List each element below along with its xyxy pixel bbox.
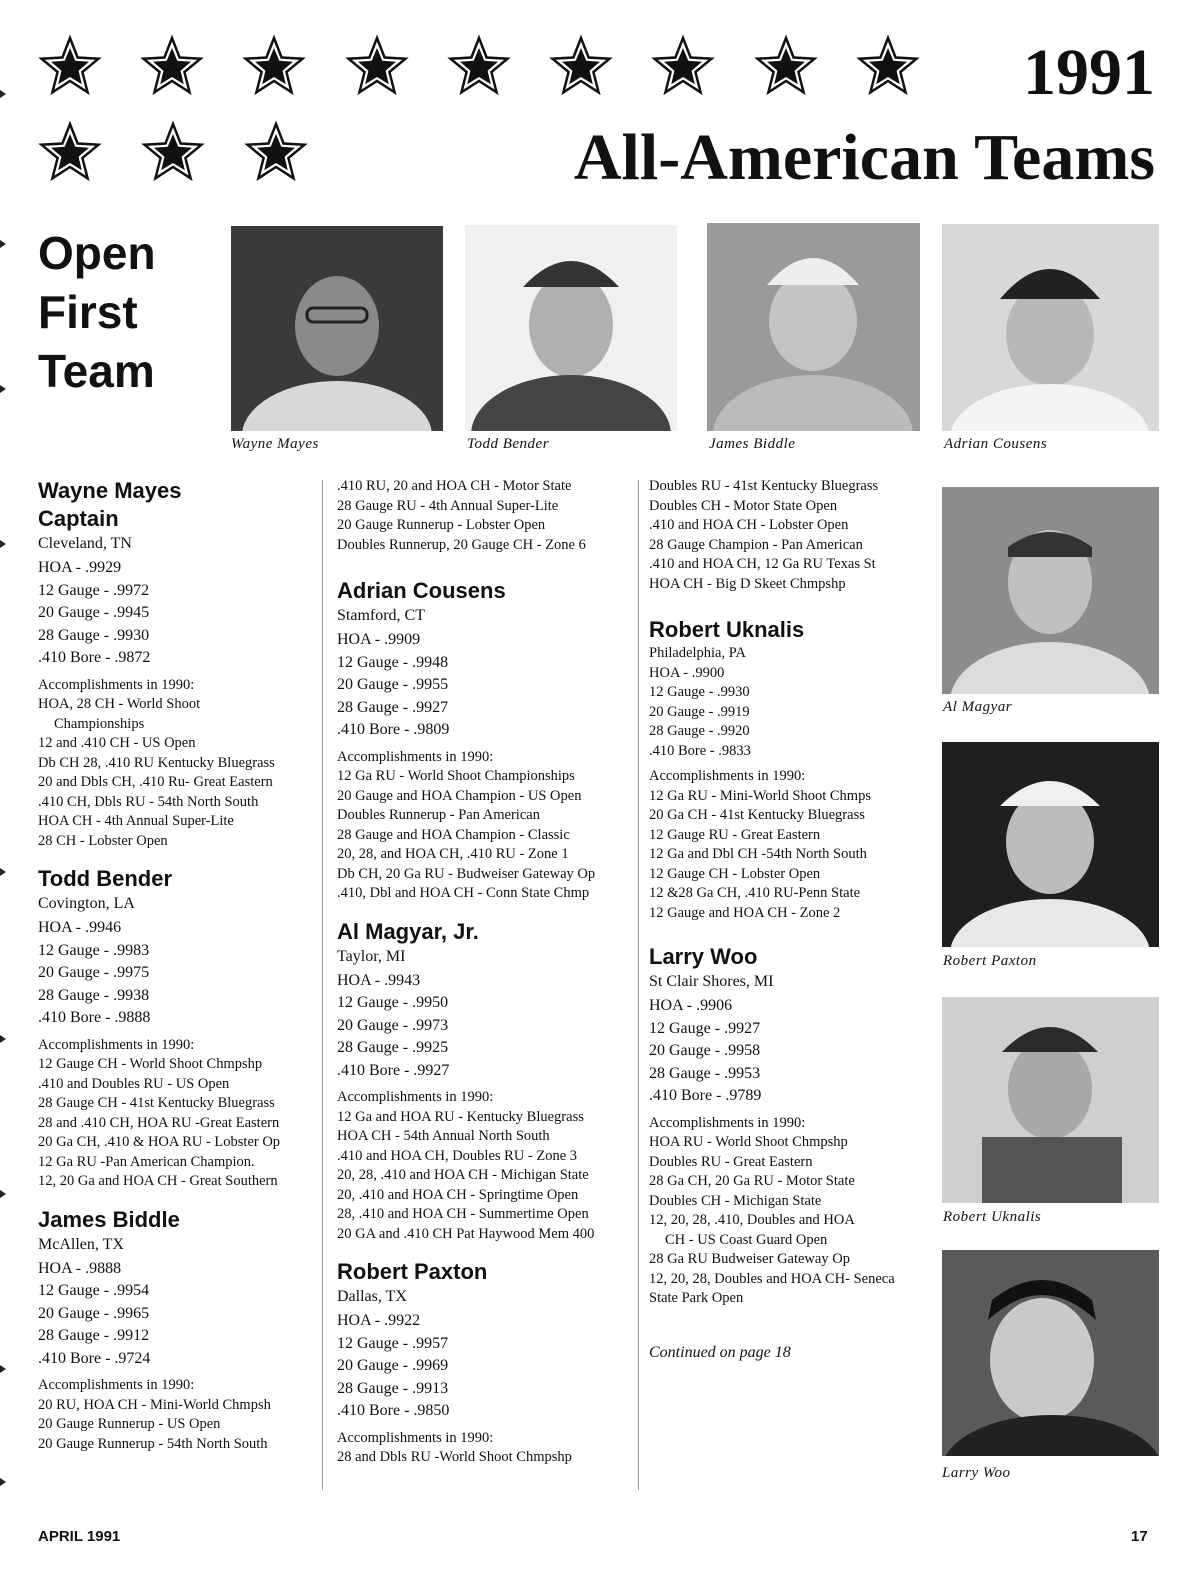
star-icon [345, 34, 414, 104]
profile-wayne-mayes [38, 477, 318, 851]
photo-robert-paxton [942, 742, 1159, 947]
star-icon [244, 120, 314, 190]
accomplishment-line: 28 Gauge and HOA Champion - Classic [337, 826, 570, 843]
stat-line: HOA - .9922 [337, 1312, 421, 1329]
stat-line: 28 Gauge - .9912 [38, 1327, 150, 1344]
stat-line: 12 Gauge - .9972 [38, 581, 150, 599]
star-icon [140, 34, 209, 104]
stat-line: 20 Gauge - .9955 [337, 676, 449, 693]
stat-line: 12 Gauge - .9950 [337, 994, 449, 1011]
stat-line: .410 Bore - .9850 [337, 1402, 450, 1419]
accomplishment-line: 12 &28 Ga CH, .410 RU-Penn State [649, 885, 861, 901]
accomplishment-line: 12 Ga RU -Pan American Champion. [38, 1153, 255, 1170]
profile-larry-woo [649, 943, 934, 1309]
portrait-image [942, 224, 1159, 431]
accomplishment-line: 12 Gauge CH - Lobster Open [649, 865, 821, 882]
star-icon [242, 34, 311, 104]
accomplishment-line: 12, 20, 28, .410, Doubles and HOA [649, 1212, 855, 1228]
accomplishment-line: 20, 28, and HOA CH, .410 RU - Zone 1 [337, 846, 569, 862]
accomplishment-line: .410 RU, 20 and HOA CH - Motor State [337, 478, 572, 494]
player-name: Robert Uknalis [649, 617, 805, 642]
accomplishment-line: 12, 20, 28, Doubles and HOA CH- Seneca [649, 1270, 895, 1287]
player-name: Al Magyar, Jr. [337, 918, 479, 944]
accomplishments-header: Accomplishments in 1990: [38, 676, 195, 693]
stat-line: .410 Bore - .9833 [649, 742, 751, 759]
accomplishments-header: Accomplishments in 1990: [38, 1377, 195, 1393]
player-location: Stamford, CT [337, 607, 425, 624]
stat-line: HOA - .9888 [38, 1259, 122, 1277]
accomplishment-line: 12 Ga and Dbl CH -54th North South [649, 846, 867, 862]
accomplishments-header: Accomplishments in 1990: [337, 1089, 494, 1105]
year-heading: 1991 [1023, 36, 1155, 109]
stat-line: 28 Gauge - .9930 [38, 626, 150, 644]
accomplishments-header: Accomplishments in 1990: [38, 1036, 195, 1053]
accomplishment-line: 12 and .410 CH - US Open [38, 735, 196, 751]
stat-line: HOA - .9909 [337, 631, 421, 648]
accomplishment-line: 12 Gauge and HOA CH - Zone 2 [649, 904, 841, 921]
accomplishment-line: 20 Ga CH, .410 & HOA RU - Lobster Op [38, 1134, 281, 1150]
portrait-image [231, 226, 443, 431]
player-name: Todd Bender [38, 866, 173, 891]
stat-line: HOA - .9900 [649, 664, 725, 681]
margin-mark [0, 868, 6, 876]
stat-line: .410 Bore - .9724 [38, 1349, 151, 1367]
margin-mark [0, 1478, 6, 1486]
stat-line: 12 Gauge - .9948 [337, 653, 449, 671]
accomplishment-line: HOA CH - 54th Annual North South [337, 1128, 550, 1144]
player-name: Larry Woo [649, 944, 758, 969]
column-2 [337, 477, 633, 1482]
player-location: McAllen, TX [38, 1235, 124, 1253]
player-location: St Clair Shores, MI [649, 973, 774, 990]
accomplishment-line: 20 Gauge Runnerup - US Open [38, 1416, 221, 1432]
stat-line: HOA - .9906 [649, 997, 733, 1014]
stat-line: 28 Gauge - .9920 [649, 723, 750, 739]
stat-line: 28 Gauge - .9927 [337, 698, 449, 716]
photo-caption: Al Magyar [943, 699, 1013, 715]
accomplishment-line: .410 and HOA CH - Lobster Open [649, 517, 849, 533]
page-title: All-American Teams [573, 121, 1155, 194]
accomplishment-line: Doubles CH - Motor State Open [649, 497, 838, 514]
player-name: Wayne Mayes [38, 478, 182, 503]
stat-line: HOA - .9929 [38, 559, 122, 576]
accomplishment-line: .410 and HOA CH, 12 Ga RU Texas St [649, 556, 876, 572]
photo-todd-bender [465, 225, 677, 431]
continued-paxton [649, 477, 934, 594]
accomplishment-line: .410, Dbl and HOA CH - Conn State Chmp [337, 885, 590, 901]
stat-line: 28 Gauge - .9913 [337, 1379, 449, 1397]
issue-date: APRIL 1991 [38, 1528, 121, 1545]
profile-todd-bender [38, 865, 318, 1192]
accomplishment-line: 28 Ga CH, 20 Ga RU - Motor State [649, 1173, 855, 1189]
accomplishment-line: CH - US Coast Guard Open [665, 1231, 828, 1248]
photo-adrian-cousens [942, 224, 1159, 431]
team-title [38, 224, 156, 401]
player-role: Captain [38, 506, 119, 531]
accomplishment-line: .410 and HOA CH, Doubles RU - Zone 3 [337, 1147, 578, 1164]
accomplishment-line: 20 Gauge and HOA Champion - US Open [337, 787, 582, 804]
profile-al-magyar [337, 918, 633, 1245]
stat-line: .410 Bore - .9872 [38, 649, 151, 666]
accomplishment-line: HOA CH - 4th Annual Super-Lite [38, 813, 234, 829]
column-divider [638, 480, 639, 1490]
page-number: 17 [1131, 1528, 1148, 1545]
player-location: Cleveland, TN [38, 535, 132, 552]
margin-mark [0, 1365, 6, 1373]
profile-robert-uknalis [649, 616, 934, 923]
photo-caption: Wayne Mayes [231, 436, 319, 452]
photo-caption: Adrian Cousens [944, 436, 1048, 452]
stat-line: 12 Gauge - .9954 [38, 1282, 150, 1299]
stat-line: 12 Gauge - .9927 [649, 1019, 761, 1037]
stat-line: 20 Gauge - .9958 [649, 1042, 761, 1059]
photo-caption: Todd Bender [467, 436, 550, 452]
profile-robert-paxton [337, 1258, 633, 1468]
accomplishment-line: 20 Gauge Runnerup - Lobster Open [337, 517, 546, 533]
accomplishment-line: Doubles RU - 41st Kentucky Bluegrass [649, 478, 879, 494]
stat-line: 20 Gauge - .9975 [38, 964, 150, 981]
margin-mark [0, 1035, 6, 1043]
accomplishment-line: 20, 28, .410 and HOA CH - Michigan State [337, 1167, 589, 1183]
player-name: James Biddle [38, 1206, 180, 1232]
stat-line: .410 Bore - .9927 [337, 1061, 450, 1079]
photo-caption: Larry Woo [942, 1465, 1011, 1481]
accomplishment-line: 28 Ga RU Budweiser Gateway Op [649, 1251, 850, 1267]
portrait-image [942, 742, 1159, 947]
player-location: Taylor, MI [337, 947, 406, 965]
continued-note: Continued on page 18 [649, 1343, 791, 1361]
star-icon [856, 34, 925, 104]
accomplishment-line: 28 and Dbls RU -World Shoot Chmpshp [337, 1449, 572, 1465]
stat-line: 12 Gauge - .9930 [649, 684, 750, 700]
accomplishment-line: HOA, 28 CH - World Shoot [38, 696, 201, 712]
accomplishment-line: 12 Ga RU - World Shoot Championships [337, 768, 575, 784]
accomplishment-line: HOA CH - Big D Skeet Chmpshp [649, 575, 846, 592]
star-icon [549, 34, 618, 104]
photo-caption: Robert Paxton [943, 953, 1037, 969]
accomplishment-line: Db CH 28, .410 RU Kentucky Bluegrass [38, 754, 275, 771]
stat-line: 12 Gauge - .9957 [337, 1334, 449, 1352]
accomplishment-line: 28 CH - Lobster Open [38, 832, 168, 849]
accomplishment-line: 20 Gauge Runnerup - 54th North South [38, 1435, 268, 1452]
stat-line: 28 Gauge - .9938 [38, 986, 150, 1004]
accomplishment-line: Championships [54, 715, 145, 732]
stat-line: 20 Gauge - .9919 [649, 703, 750, 720]
player-location: Covington, LA [38, 895, 135, 912]
column-3 [649, 477, 934, 1362]
margin-mark [0, 90, 6, 98]
accomplishment-line: .410 CH, Dbls RU - 54th North South [38, 793, 259, 810]
accomplishment-line: 28, .410 and HOA CH - Summertime Open [337, 1206, 589, 1222]
star-icon [38, 120, 108, 190]
player-location: Philadelphia, PA [649, 645, 746, 661]
accomplishment-line: 20 GA and .410 CH Pat Haywood Mem 400 [337, 1225, 595, 1242]
accomplishment-line: 28 and .410 CH, HOA RU -Great Eastern [38, 1114, 280, 1131]
accomplishment-line: 12 Gauge CH - World Shoot Chmpshp [38, 1056, 263, 1072]
photo-al-magyar [942, 487, 1159, 694]
accomplishments-header: Accomplishments in 1990: [337, 748, 494, 765]
stat-line: HOA - .9943 [337, 971, 421, 989]
stat-line: HOA - .9946 [38, 919, 122, 936]
accomplishment-line: Db CH, 20 Ga RU - Budweiser Gateway Op [337, 865, 596, 882]
accomplishment-line: 20 RU, HOA CH - Mini-World Chmpsh [38, 1396, 271, 1413]
stat-line: 20 Gauge - .9965 [38, 1304, 150, 1322]
accomplishment-line: 20, .410 and HOA CH - Springtime Open [337, 1186, 579, 1203]
stat-line: 28 Gauge - .9953 [649, 1064, 761, 1082]
stat-line: 28 Gauge - .9925 [337, 1039, 449, 1056]
star-icon [754, 34, 823, 104]
accomplishment-line: Doubles RU - Great Eastern [649, 1153, 813, 1170]
accomplishment-line: 28 Gauge Champion - Pan American [649, 536, 863, 553]
accomplishments-header: Accomplishments in 1990: [649, 768, 806, 784]
profile-adrian-cousens [337, 577, 633, 904]
continued-biddle [337, 477, 633, 555]
accomplishment-line: Doubles CH - Michigan State [649, 1192, 822, 1209]
player-location: Dallas, TX [337, 1288, 407, 1305]
portrait-image [942, 997, 1159, 1203]
star-icon [141, 120, 211, 190]
photo-robert-uknalis [942, 997, 1159, 1203]
accomplishment-line: 20 Ga CH - 41st Kentucky Bluegrass [649, 807, 865, 823]
stat-line: 20 Gauge - .9969 [337, 1357, 449, 1374]
accomplishment-line: .410 and Doubles RU - US Open [38, 1075, 230, 1092]
column-divider [322, 480, 323, 1490]
accomplishments-header: Accomplishments in 1990: [649, 1114, 806, 1131]
team-title-line: Open [38, 227, 156, 279]
accomplishment-line: Doubles Runnerup, 20 Gauge CH - Zone 6 [337, 536, 586, 553]
star-row-top [38, 34, 958, 104]
star-icon [38, 34, 107, 104]
accomplishments-header: Accomplishments in 1990: [337, 1429, 494, 1446]
margin-mark [0, 240, 6, 248]
star-icon [651, 34, 720, 104]
accomplishment-line: State Park Open [649, 1290, 744, 1306]
accomplishment-line: 28 Gauge CH - 41st Kentucky Bluegrass [38, 1095, 275, 1111]
star-icon [447, 34, 516, 104]
stat-line: 20 Gauge - .9973 [337, 1016, 449, 1034]
accomplishment-line: 20 and Dbls CH, .410 Ru- Great Eastern [38, 774, 273, 790]
photo-james-biddle [707, 223, 920, 431]
player-name: Adrian Cousens [337, 578, 506, 603]
stat-line: 12 Gauge - .9983 [38, 941, 150, 959]
accomplishment-line: HOA RU - World Shoot Chmpshp [649, 1134, 848, 1150]
stat-line: .410 Bore - .9789 [649, 1087, 762, 1104]
photo-caption: James Biddle [709, 436, 796, 452]
portrait-image [707, 223, 920, 431]
accomplishment-line: Doubles Runnerup - Pan American [337, 807, 540, 823]
profile-james-biddle [38, 1206, 318, 1455]
accomplishment-line: 12 Ga RU - Mini-World Shoot Chmps [649, 787, 871, 804]
accomplishment-line: 12 Ga and HOA RU - Kentucky Bluegrass [337, 1108, 584, 1125]
stat-line: .410 Bore - .9888 [38, 1009, 151, 1026]
margin-mark [0, 385, 6, 393]
photo-wayne-mayes [231, 226, 443, 431]
photo-caption: Robert Uknalis [943, 1209, 1042, 1225]
photo-larry-woo [942, 1250, 1159, 1456]
margin-mark [0, 1190, 6, 1198]
accomplishment-line: 12, 20 Ga and HOA CH - Great Southern [38, 1173, 278, 1189]
column-1 [38, 477, 318, 1468]
stat-line: 20 Gauge - .9945 [38, 604, 150, 621]
accomplishment-line: 12 Gauge RU - Great Eastern [649, 826, 821, 843]
portrait-image [465, 225, 677, 431]
team-title-line: First [38, 286, 138, 338]
accomplishment-line: 28 Gauge RU - 4th Annual Super-Lite [337, 497, 559, 514]
player-name: Robert Paxton [337, 1259, 488, 1284]
portrait-image [942, 487, 1159, 694]
portrait-image [942, 1250, 1159, 1456]
stat-line: .410 Bore - .9809 [337, 721, 450, 738]
margin-mark [0, 540, 6, 548]
team-title-line: Team [38, 345, 155, 397]
